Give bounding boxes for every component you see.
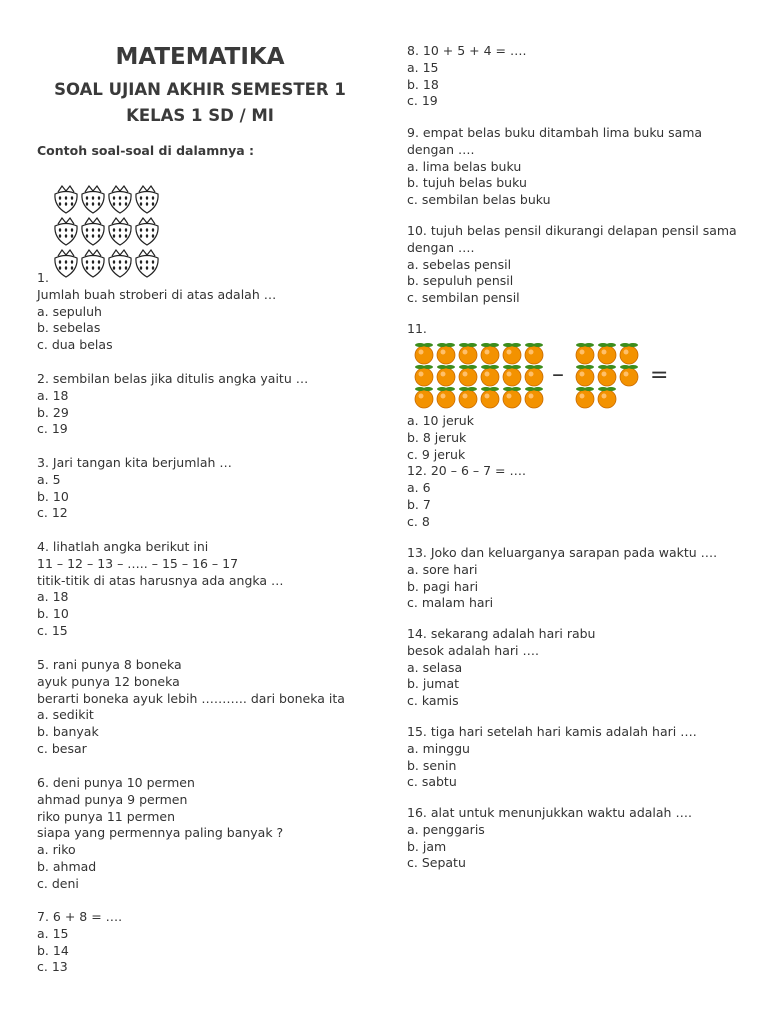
question-line: 14. sekarang adalah hari rabu [407, 626, 596, 641]
question-line: 2. sembilan belas jika ditulis angka yaitu … [37, 371, 309, 386]
question-line: 1. [37, 270, 49, 285]
orange-icon [525, 343, 543, 364]
question-line: a. sore hari [407, 561, 478, 577]
question-11 [407, 321, 427, 338]
question-line: c. dua belas [37, 337, 113, 353]
question-line: 5. rani punya 8 boneka [37, 657, 182, 672]
question-line: 3. Jari tangan kita berjumlah … [37, 455, 232, 470]
question-line: b. banyak [37, 724, 99, 740]
question-line: 15. tiga hari setelah hari kamis adalah hari …. [407, 724, 697, 739]
page-subtitle: SOAL UJIAN AKHIR SEMESTER 1 [54, 80, 346, 99]
question-line: berarti boneka ayuk lebih ……….. dari boneka ita [37, 690, 345, 706]
question-7 [37, 909, 122, 976]
strawberry-icon [82, 186, 104, 213]
orange-subtraction-illustration [412, 340, 672, 414]
question-line: 6. deni punya 10 permen [37, 775, 195, 790]
question-line: a. selasa [407, 659, 463, 675]
question-line: b. 10 [37, 488, 69, 504]
orange-icon [598, 343, 616, 364]
question-line: a. sebelas pensil [407, 256, 512, 272]
question-line: b. senin [407, 757, 457, 773]
question-6 [37, 775, 283, 893]
question-line: 4. lihatlah angka berikut ini [37, 539, 209, 554]
question-line: c. 9 jeruk [407, 446, 466, 462]
strawberry-icon [55, 186, 77, 213]
question-line: b. 8 jeruk [407, 429, 467, 445]
question-line: 13. Joko dan keluarganya sarapan pada waktu …. [407, 545, 718, 560]
question-line: c. 19 [37, 421, 68, 437]
question-line: 16. alat untuk menunjukkan waktu adalah …. [407, 805, 692, 820]
orange-icon [598, 365, 616, 386]
orange-icon [437, 343, 455, 364]
orange-icon [437, 387, 455, 408]
question-2 [37, 371, 308, 438]
question-line: c. 13 [37, 959, 68, 975]
question-line: b. sepuluh pensil [407, 273, 514, 289]
orange-icon [503, 387, 521, 408]
question-4 [37, 539, 284, 640]
orange-icon [576, 365, 594, 386]
question-line: a. riko [37, 842, 76, 858]
equals-sign: = [650, 363, 669, 388]
page-title: MATEMATIKA [115, 44, 285, 70]
class-line: KELAS 1 SD / MI [126, 106, 274, 125]
question-line: b. sebelas [37, 320, 101, 336]
question-line: a. sepuluh [37, 303, 102, 319]
question-line: a. 18 [37, 589, 69, 605]
question-line: a. 10 jeruk [407, 413, 474, 428]
strawberry-icon [136, 186, 158, 213]
orange-icon [481, 365, 499, 386]
question-8 [407, 43, 526, 110]
question-line: a. minggu [407, 740, 470, 756]
question-line: a. penggaris [407, 821, 485, 837]
question-14 [407, 626, 595, 710]
orange-icon [503, 365, 521, 386]
orange-icon [620, 343, 638, 364]
question-line: a. 5 [37, 471, 61, 487]
question-line: Jumlah buah stroberi di atas adalah … [37, 286, 277, 302]
orange-icon [525, 387, 543, 408]
question-16 [407, 805, 692, 872]
question-line: c. deni [37, 875, 79, 891]
question-line: siapa yang permennya paling banyak ? [37, 825, 284, 841]
question-line: dengan …. [407, 141, 475, 157]
question-line: c. 8 [407, 513, 430, 529]
question-line: a. 18 [37, 387, 69, 403]
question-line: c. Sepatu [407, 855, 466, 871]
question-line: a. 15 [37, 925, 69, 941]
orange-icon [459, 365, 477, 386]
orange-icon [598, 387, 616, 408]
question-line: c. besar [37, 740, 87, 756]
question-15 [407, 724, 697, 791]
question-line: dengan …. [407, 239, 475, 255]
question-line: b. 29 [37, 404, 69, 420]
question-line: 10. tujuh belas pensil dikurangi delapan pensil sama [407, 223, 737, 238]
question-line: b. pagi hari [407, 578, 479, 594]
intro-heading: Contoh soal-soal di dalamnya : [37, 143, 255, 158]
question-line: b. 10 [37, 606, 69, 622]
question-line: 7. 6 + 8 = …. [37, 909, 123, 924]
question-11-options-and-12 [407, 413, 526, 531]
orange-icon [525, 365, 543, 386]
question-line: besok adalah hari …. [407, 642, 539, 658]
question-10 [407, 223, 737, 307]
orange-icon [415, 365, 433, 386]
question-line: 12. 20 – 6 – 7 = …. [407, 463, 526, 479]
question-line: 11. [407, 321, 427, 336]
question-line: c. sembilan belas buku [407, 192, 551, 208]
question-13 [407, 545, 717, 612]
question-9 [407, 125, 702, 209]
strawberry-icon [82, 218, 104, 245]
question-line: c. 19 [407, 93, 438, 109]
question-line: c. sabtu [407, 774, 457, 790]
question-line: a. 15 [407, 59, 439, 75]
question-line: b. 14 [37, 942, 69, 958]
orange-icon [459, 387, 477, 408]
question-line: riko punya 11 permen [37, 808, 176, 824]
strawberry-icon [136, 218, 158, 245]
question-line: a. sedikit [37, 707, 94, 723]
orange-icon [620, 365, 638, 386]
question-line: c. malam hari [407, 595, 494, 611]
strawberry-icon [55, 218, 77, 245]
question-line: ahmad punya 9 permen [37, 791, 188, 807]
question-line: 8. 10 + 5 + 4 = …. [407, 43, 527, 58]
question-line: ayuk punya 12 boneka [37, 673, 180, 689]
question-line: c. sembilan pensil [407, 290, 520, 306]
orange-icon [503, 343, 521, 364]
orange-icon [459, 343, 477, 364]
question-line: b. 7 [407, 496, 431, 512]
question-line: b. tujuh belas buku [407, 175, 527, 191]
orange-icon [481, 343, 499, 364]
question-line: b. jam [407, 838, 447, 854]
question-line: b. ahmad [37, 858, 97, 874]
orange-icon [576, 343, 594, 364]
question-1 [37, 270, 276, 354]
strawberry-icon [109, 218, 131, 245]
orange-icon [576, 387, 594, 408]
orange-icon [481, 387, 499, 408]
orange-icon [415, 343, 433, 364]
question-line: 9. empat belas buku ditambah lima buku sama [407, 125, 703, 140]
question-line: c. 15 [37, 622, 68, 638]
strawberry-illustration [52, 182, 164, 282]
question-line: b. jumat [407, 676, 460, 692]
question-5 [37, 657, 345, 758]
question-line: c. kamis [407, 693, 459, 709]
question-line: a. 6 [407, 480, 431, 496]
question-line: titik-titik di atas harusnya ada angka … [37, 572, 284, 588]
question-line: 11 – 12 – 13 – ….. – 15 – 16 – 17 [37, 555, 239, 571]
orange-icon [437, 365, 455, 386]
question-line: a. lima belas buku [407, 158, 522, 174]
question-line: c. 12 [37, 505, 68, 521]
question-line: b. 18 [407, 76, 439, 92]
question-3 [37, 455, 232, 522]
strawberry-icon [109, 186, 131, 213]
minus-sign: – [552, 360, 564, 388]
orange-icon [415, 387, 433, 408]
